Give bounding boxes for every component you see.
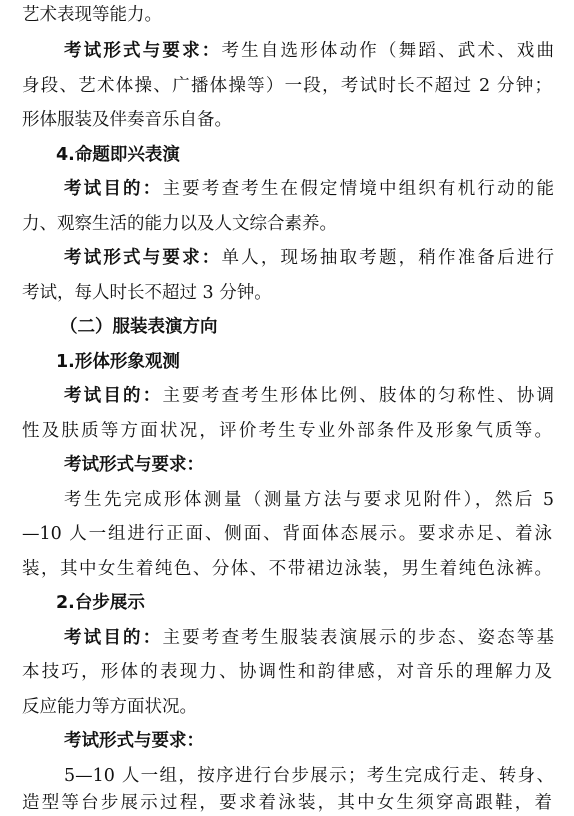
heading-text: 4.命题即兴表演: [56, 145, 180, 165]
line-text: 主要考查考生形体比例、肢体的匀称性、协调: [162, 386, 554, 406]
text-line: [22, 556, 552, 582]
line-text: 性及肤质等方面状况，评价考生专业外部条件及形象气质等。: [22, 421, 552, 441]
line-text: 考生先完成形体测量（测量方法与要求见附件），然后 5: [64, 490, 554, 510]
heading-text: 2.台步展示: [56, 593, 145, 613]
text-line: [64, 625, 554, 651]
text-line: [22, 659, 552, 685]
text-line: [22, 280, 552, 306]
text-line: [64, 245, 554, 271]
line-label: 考试目的：: [64, 179, 163, 199]
line-label: 考试目的：: [64, 628, 163, 648]
line-text: 反应能力等方面状况。: [22, 697, 197, 717]
text-line: [22, 107, 552, 133]
line-text: 造型等台步展示过程，要求着泳装，其中女生须穿高跟鞋，着: [22, 793, 552, 813]
line-label: 考试目的：: [64, 386, 163, 406]
text-line: [22, 73, 552, 99]
text-line: [64, 763, 554, 789]
line-text: 考试，每人时长不超过 3 分钟。: [22, 283, 272, 303]
line-label: 考试形式与要求：: [64, 248, 222, 268]
text-line: [64, 38, 554, 64]
section-heading: [56, 590, 554, 616]
text-line: [22, 790, 552, 816]
line-label: 考试形式与要求：: [64, 455, 204, 475]
text-line: [22, 211, 552, 237]
line-text: 5—10 人一组，按序进行台步展示；考生完成行走、转身、: [64, 766, 554, 786]
heading-text: 1.形体形象观测: [56, 352, 180, 372]
line-text: —10 人一组进行正面、侧面、背面体态展示。要求赤足、着泳: [22, 524, 552, 544]
line-text: 主要考查考生在假定情境中组织有机行动的能: [162, 179, 554, 199]
text-line: [64, 383, 554, 409]
line-text: 力、观察生活的能力以及人文综合素养。: [22, 214, 337, 234]
text-line: [22, 521, 552, 547]
text-line: [64, 487, 554, 513]
line-text: 单人，现场抽取考题，稍作准备后进行: [221, 248, 554, 268]
text-line: [22, 2, 552, 28]
text-line: [64, 176, 554, 202]
line-label: 考试形式与要求：: [64, 41, 222, 61]
text-line: [22, 418, 552, 444]
line-text: 本技巧，形体的表现力、协调性和韵律感，对音乐的理解力及: [22, 662, 552, 682]
line-text: 形体服装及伴奏音乐自备。: [22, 110, 232, 130]
text-line: [64, 452, 554, 478]
line-text: 考生自选形体动作（舞蹈、武术、戏曲: [221, 41, 554, 61]
line-text: 装，其中女生着纯色、分体、不带裙边泳装，男生着纯色泳裤。: [22, 559, 552, 579]
section-heading: [60, 314, 558, 340]
text-line: [22, 694, 552, 720]
heading-text: （二）服装表演方向: [60, 317, 218, 337]
line-text: 身段、艺术体操、广播体操等）一段，考试时长不超过 2 分钟；: [22, 76, 552, 96]
section-heading: [56, 349, 554, 375]
line-text: 艺术表现等能力。: [22, 5, 162, 25]
line-label: 考试形式与要求：: [64, 731, 204, 751]
line-text: 主要考查考生服装表演展示的步态、姿态等基: [162, 628, 554, 648]
section-heading: [56, 142, 554, 168]
text-line: [64, 728, 554, 754]
